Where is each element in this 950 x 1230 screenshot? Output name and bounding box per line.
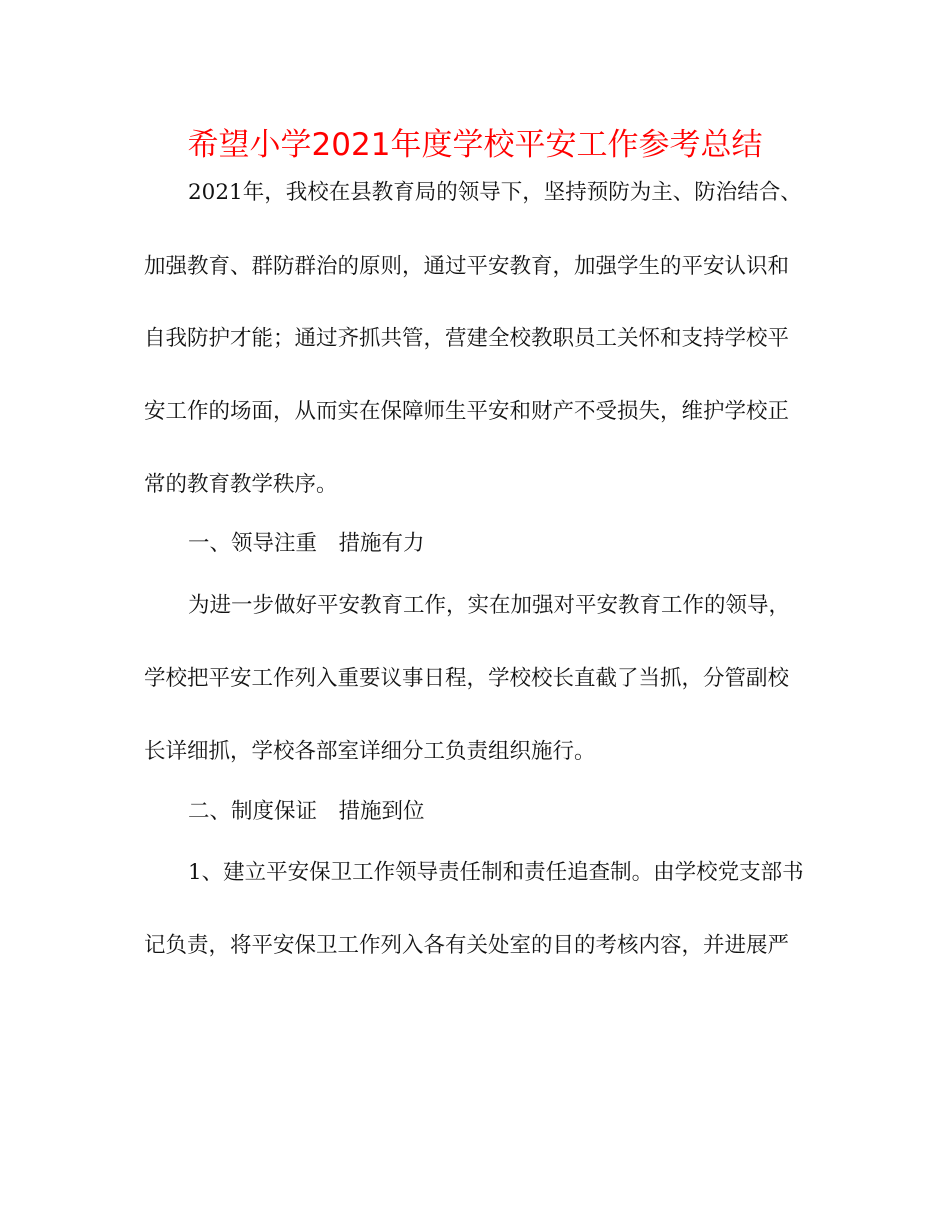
paragraph-line: 常的教育教学秩序。: [144, 472, 338, 497]
paragraph-line: 长详细抓，学校各部室详细分工负责组织施行。: [144, 739, 596, 764]
paragraph-line: 加强教育、群防群治的原则，通过平安教育，加强学生的平安认识和: [144, 254, 790, 279]
paragraph-line: 为进一步做好平安教育工作，实在加强对平安教育工作的领导，: [188, 593, 791, 618]
document-title: 希望小学2021年度学校平安工作参考总结: [187, 127, 763, 163]
paragraph-line: 自我防护才能；通过齐抓共管，营建全校教职员工关怀和支持学校平: [144, 326, 790, 351]
paragraph-line: 2021年，我校在县教育局的领导下，坚持预防为主、防治结合、: [188, 180, 802, 205]
section-heading: 二、制度保证 措施到位: [188, 799, 425, 824]
section-heading: 一、领导注重 措施有力: [188, 531, 425, 556]
paragraph-line: 记负责，将平安保卫工作列入各有关处室的目的考核内容，并进展严: [144, 933, 790, 958]
paragraph-line: 学校把平安工作列入重要议事日程，学校校长直截了当抓，分管副校: [144, 666, 790, 691]
paragraph-line: 1、建立平安保卫工作领导责任制和责任追查制。由学校党支部书: [188, 860, 804, 885]
paragraph-line: 安工作的场面，从而实在保障师生平安和财产不受损失，维护学校正: [144, 399, 790, 424]
